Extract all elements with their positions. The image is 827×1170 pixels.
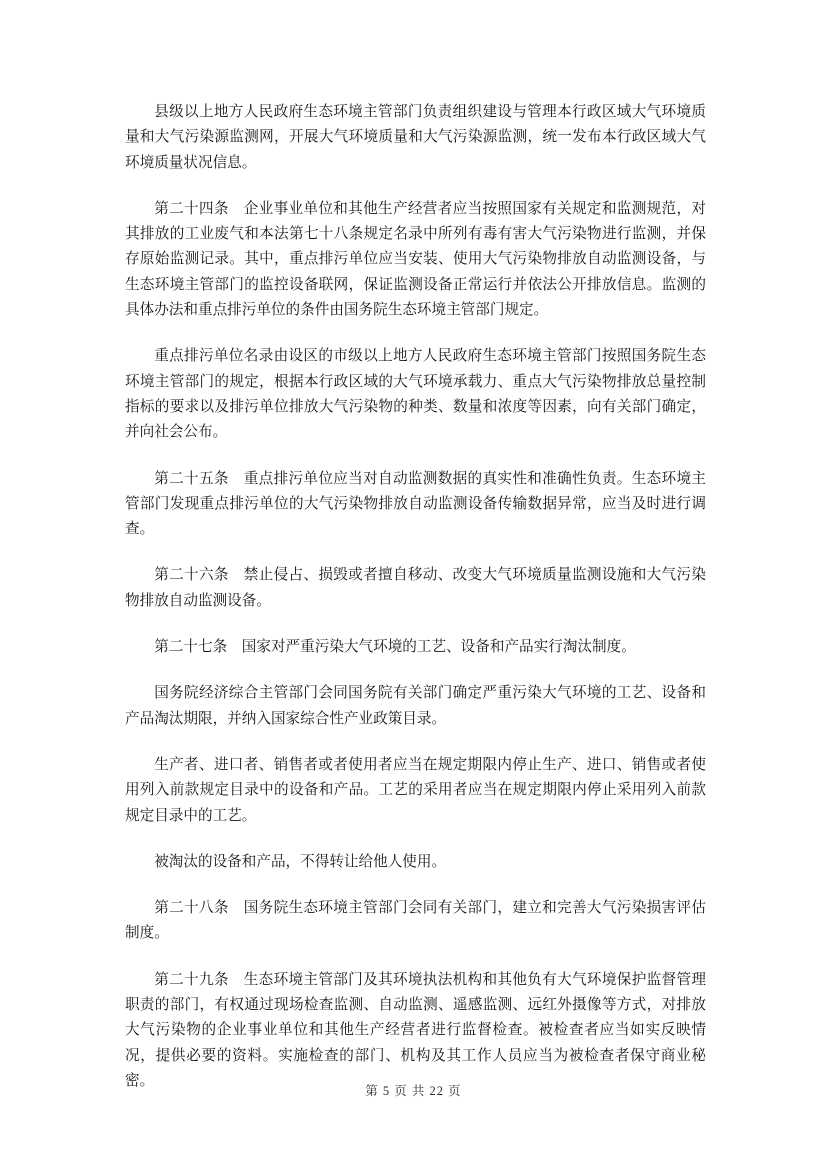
page-footer <box>0 1084 827 1099</box>
page-number-indicator: 第 5 页 共 22 页 <box>365 1084 462 1098</box>
paragraph-article-27: 第二十七条 国家对严重污染大气环境的工艺、设备和产品实行淘汰制度。 <box>154 639 636 656</box>
paragraph: 被淘汰的设备和产品，不得转让给他人使用。 <box>154 853 447 870</box>
paragraph: 国务院经济综合主管部门会同国务院有关部门确定严重污染大气环境的工艺、设备和产品淘汰期限，并纳入国家综合性产业政策目录。 <box>125 685 706 727</box>
paragraph: 县级以上地方人民政府生态环境主管部门负责组织建设与管理本行政区域大气环境质量和大气污染源监测网，开展大气环境质量和大气污染源监测，统一发布本行政区域大气环境质量状况信息。 <box>125 104 706 171</box>
paragraph: 重点排污单位名录由设区的市级以上地方人民政府生态环境主管部门按照国务院生态环境主管部门的规定，根据本行政区域的大气环境承载力、重点大气污染物排放总量控制指标的要求以及排污单位排放大气污染物的种类、数量和浓度等因素，向有关部门确定，并向社会公布。 <box>125 348 706 441</box>
paragraph: 生产者、进口者、销售者或者使用者应当在规定期限内停止生产、进口、销售或者使用列入前款规定目录中的设备和产品。工艺的采用者应当在规定期限内停止采用列入前款规定目录中的工艺。 <box>125 756 706 824</box>
paragraph-article-24: 第二十四条 企业事业单位和其他生产经营者应当按照国家有关规定和监测规范，对其排放的工业废气和本法第七十八条规定名录中所列有毒有害大气污染物进行监测，并保存原始监测记录。其中，重点排污单位应当安装、使用大气污染物排放自动监测设备，与生态环境主管部门的监控设备联网，保证监测设备正常运行并依法公开排放信息。监测的具体办法和重点排污单位的条件由国务院生态环境主管部门规定。 <box>125 200 706 319</box>
paragraph-article-29: 第二十九条 生态环境主管部门及其环境执法机构和其他负有大气环境保护监督管理职责的部门，有权通过现场检查监测、自动监测、遥感监测、远红外摄像等方式，对排放大气污染物的企业事业单位和其他生产经营者进行监督检查。被检查者应当如实反映情况，提供必要的资料。实施检查的部门、机构及其工作人员应当为被检查者保守商业秘密。 <box>125 971 706 1089</box>
paragraph-article-26: 第二十六条 禁止侵占、损毁或者擅自移动、改变大气环境质量监测设施和大气污染物排放自动监测设备。 <box>125 567 706 609</box>
paragraph-article-25: 第二十五条 重点排污单位应当对自动监测数据的真实性和准确性负责。生态环境主管部门发现重点排污单位的大气污染物排放自动监测设备传输数据异常，应当及时进行调查。 <box>125 470 706 538</box>
paragraph-article-28: 第二十八条 国务院生态环境主管部门会同有关部门，建立和完善大气污染损害评估制度。 <box>125 900 706 942</box>
document-body <box>125 100 706 1115</box>
